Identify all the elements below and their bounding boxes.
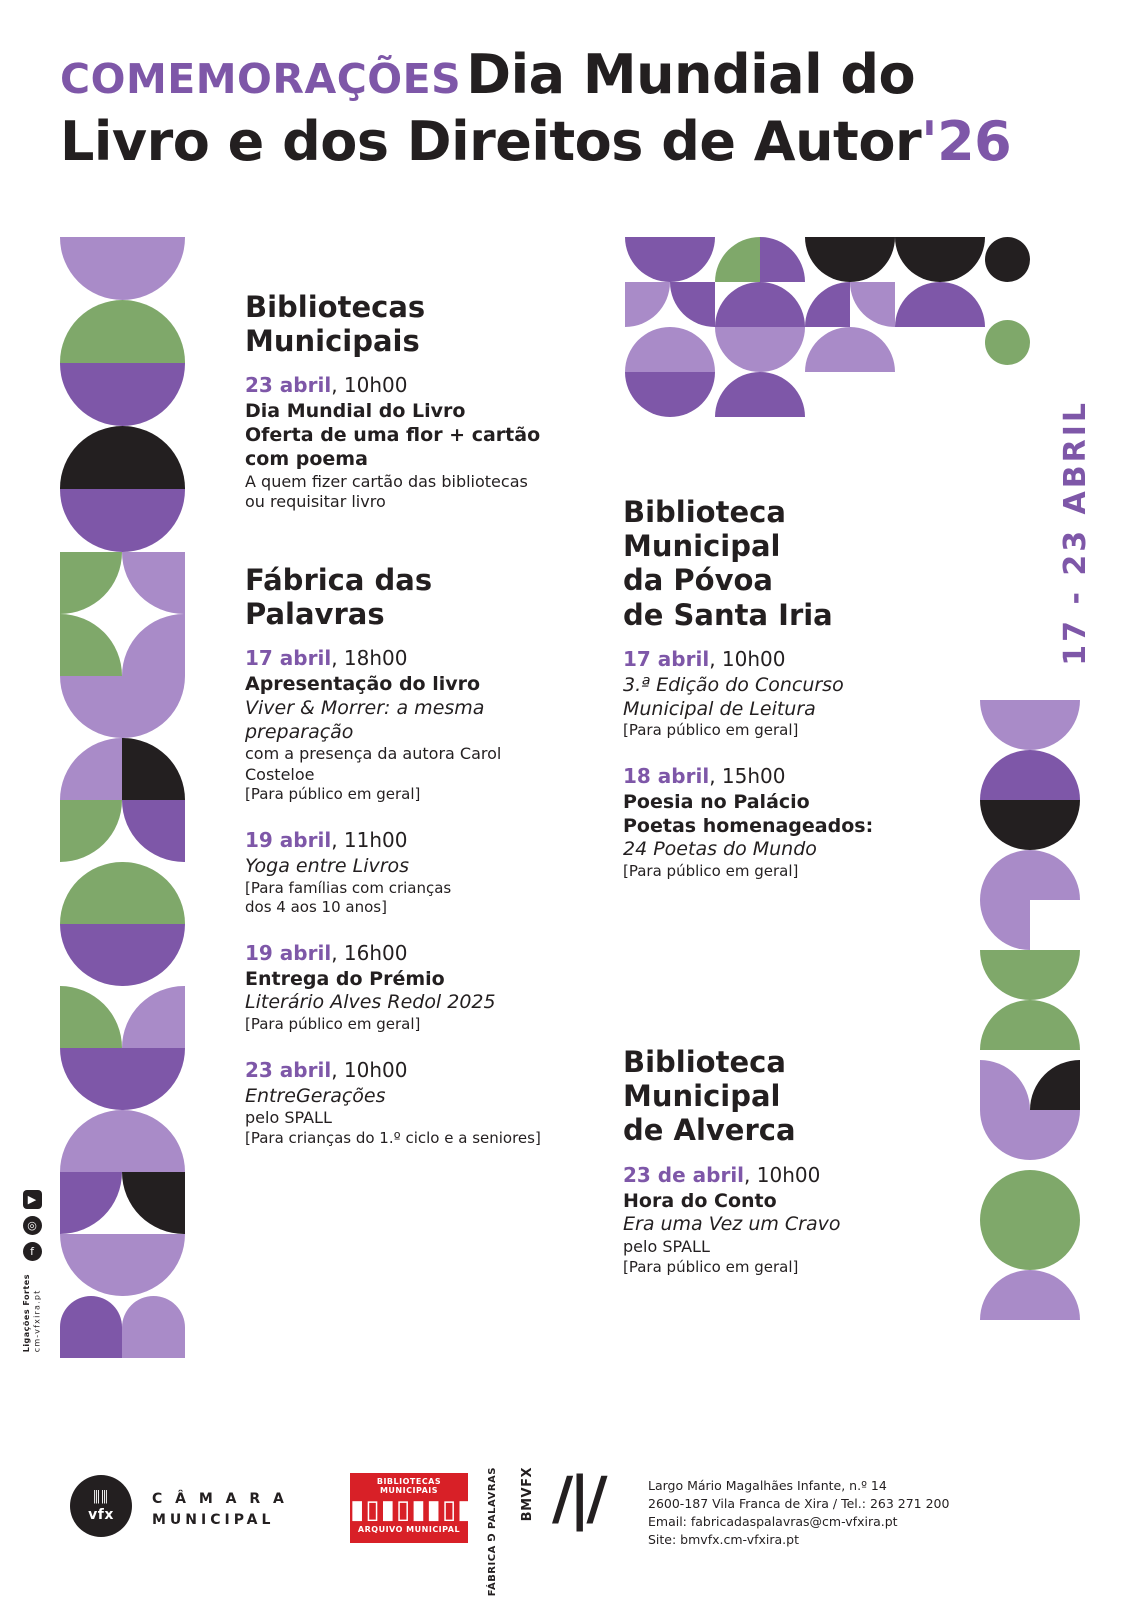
social-strip — [20, 1190, 44, 1352]
decor-shape — [625, 237, 715, 282]
decor-shape — [1030, 1060, 1080, 1110]
event-entry — [245, 645, 575, 805]
decor-shape — [980, 750, 1080, 800]
books-icon: ▮▯▮▯▮▮▯▮ — [350, 1495, 473, 1525]
event-detail-line: Dia Mundial do Livro — [245, 400, 466, 423]
decor-shape — [715, 372, 805, 417]
event-time: , 10h00 — [709, 646, 786, 671]
address-line-4: Site: bmvfx.cm-vfxira.pt — [648, 1532, 799, 1548]
event-detail-line: [Para público em geral] — [245, 785, 421, 804]
camara-line-2: MUNICIPAL — [152, 1512, 275, 1528]
event-datetime — [245, 827, 575, 853]
decor-shape — [60, 1172, 122, 1234]
event-detail-line: [Para crianças do 1.º ciclo e a seniores] — [245, 1128, 541, 1147]
slashes-icon: /|/ — [552, 1464, 604, 1532]
title-kicker: COMEMORAÇÕES — [60, 55, 462, 103]
decor-shape — [805, 237, 895, 282]
event-datetime — [623, 1162, 953, 1188]
decor-shape — [980, 800, 1080, 850]
decor-shape — [60, 676, 185, 738]
venue-title: Bibliotecas Municipais — [245, 290, 426, 359]
event-detail-line: Entrega do Prémio — [245, 967, 445, 990]
event-time: , 10h00 — [331, 373, 408, 398]
decor-shape — [60, 1234, 185, 1296]
decor-shape — [980, 900, 1030, 950]
event-detail-line: Era uma Vez um Cravo — [623, 1213, 841, 1236]
decor-shape — [850, 282, 895, 327]
event-entry — [245, 1057, 575, 1149]
event-detail-line: A quem fizer cartão das bibliotecas — [245, 471, 528, 491]
event-date: 23 abril — [245, 1057, 332, 1082]
decor-shape — [980, 1170, 1080, 1220]
decor-shape — [60, 552, 122, 614]
decor-shape — [122, 986, 185, 1048]
event-time: , 11h00 — [331, 827, 408, 852]
bm-logo-bottom: ARQUIVO MUNICIPAL — [357, 1525, 461, 1534]
decor-shape — [985, 237, 1030, 282]
decor-shape — [625, 282, 670, 327]
event-detail-line: Hora do Conto — [623, 1189, 777, 1212]
program-column-left — [245, 290, 575, 1170]
poster-date-range: 17 - 23 ABRIL — [1058, 400, 1093, 666]
event-detail-line: pelo SPALL — [245, 1108, 332, 1128]
venue-title: Biblioteca Municipal da Póvoa de Santa Iria — [623, 495, 833, 632]
event-datetime — [245, 372, 575, 398]
event-datetime — [623, 763, 953, 789]
decor-shape — [60, 426, 185, 489]
decor-shape — [760, 237, 805, 282]
event-date: 23 abril — [245, 373, 332, 398]
event-detail-line: [Para público em geral] — [623, 862, 799, 881]
decor-shape — [122, 738, 185, 800]
title-main: Dia Mundial do — [466, 43, 916, 106]
credit-line-1: Ligações Fortes — [21, 1274, 31, 1353]
decor-shape — [60, 489, 185, 552]
event-datetime — [245, 1057, 575, 1083]
event-detail-line: Costeloe — [245, 764, 315, 784]
title-line-1 — [60, 43, 1080, 106]
fabrica-palavras-logo: FÁBRICA ⅁ PALAVRAS — [487, 1467, 498, 1597]
decor-shape — [625, 327, 715, 372]
instagram-icon[interactable]: ◎ — [23, 1216, 42, 1235]
section-spacer — [245, 535, 575, 563]
decor-shape — [60, 924, 185, 986]
event-entry — [245, 827, 575, 918]
decor-shape — [895, 282, 985, 327]
facebook-icon[interactable]: f — [23, 1242, 42, 1261]
event-detail-line: [Para famílias com crianças — [245, 878, 452, 897]
decor-shape — [60, 614, 122, 676]
event-time: , 10h00 — [331, 1057, 408, 1082]
decor-shape — [60, 800, 122, 862]
decor-shape — [60, 862, 185, 924]
event-date: 18 abril — [623, 763, 710, 788]
event-datetime — [623, 646, 953, 672]
event-detail-line: Yoga entre Livros — [245, 854, 410, 877]
event-detail-line: dos 4 aos 10 anos] — [245, 898, 387, 916]
event-time: , 18h00 — [331, 646, 408, 671]
event-date: 17 abril — [245, 646, 332, 671]
page-title — [60, 43, 1080, 173]
event-detail-line: Viver & Morrer: a mesma — [245, 696, 485, 719]
event-entry — [245, 940, 575, 1035]
venue-title: Fábrica das Palavras — [245, 562, 433, 631]
decor-shape — [980, 1060, 1030, 1110]
event-date: 17 abril — [623, 646, 710, 671]
decor-shape — [122, 614, 185, 676]
event-detail-line: Municipal de Leitura — [623, 697, 816, 720]
vfx-logo — [70, 1475, 132, 1537]
event-date: 19 abril — [245, 940, 332, 965]
program-column-right-bottom — [623, 1045, 953, 1299]
decor-shape — [60, 300, 185, 363]
decor-shape — [122, 552, 185, 614]
event-entry — [623, 763, 953, 882]
event-date: 19 abril — [245, 827, 332, 852]
bibliotecas-municipais-logo — [350, 1473, 473, 1543]
event-detail-line: ou requisitar livro — [245, 492, 386, 512]
event-datetime — [245, 940, 575, 966]
decor-shape — [980, 1220, 1080, 1270]
event-detail-line: Oferta de uma flor + cartão — [245, 424, 541, 447]
title-year: '26 — [921, 110, 1012, 173]
event-entry — [623, 646, 953, 741]
credit-line-2: cm-vfxira.pt — [32, 1289, 41, 1353]
decor-shape — [980, 700, 1080, 750]
event-detail-line: Apresentação do livro — [245, 673, 481, 696]
decor-shape — [805, 327, 895, 372]
event-detail-line: [Para público em geral] — [245, 1015, 421, 1033]
decor-shape — [60, 986, 122, 1048]
decor-shape — [980, 1270, 1080, 1320]
event-detail-line: com poema — [245, 447, 368, 470]
bm-logo-top: BIBLIOTECAS MUNICIPAIS — [376, 1477, 442, 1495]
decor-shape — [985, 320, 1030, 365]
address-line-3: Email: fabricadaspalavras@cm-vfxira.pt — [648, 1514, 898, 1530]
event-datetime — [245, 645, 575, 671]
camara-municipal-logo — [152, 1489, 288, 1531]
venue-title: Biblioteca Municipal de Alverca — [623, 1045, 796, 1148]
decor-shape — [60, 237, 185, 300]
event-detail-line: [Para público em geral] — [623, 721, 799, 740]
decor-shape — [122, 1296, 185, 1358]
event-detail-line: Poesia no Palácio — [623, 790, 810, 813]
event-detail-line: com a presença da autora Carol — [245, 744, 502, 764]
decor-shape — [980, 1000, 1080, 1050]
footer — [0, 1455, 1131, 1600]
address-line-1: Largo Mário Magalhães Infante, n.º 14 — [648, 1478, 887, 1493]
decor-shape — [60, 363, 185, 426]
decor-shape — [715, 237, 760, 282]
event-detail-line: pelo SPALL — [623, 1237, 710, 1257]
bmvfx-logo: BMVFX — [520, 1467, 535, 1522]
event-detail-line: Poetas homenageados: — [623, 814, 874, 837]
decor-shape — [60, 1110, 185, 1172]
decor-shape — [805, 282, 850, 327]
decor-shape — [60, 1048, 185, 1110]
decor-shape — [122, 1172, 185, 1234]
decor-shape — [122, 800, 185, 862]
footer-address — [648, 1477, 949, 1550]
youtube-icon[interactable]: ▶ — [23, 1190, 42, 1209]
program-column-right-top — [623, 495, 953, 904]
decor-shape — [980, 850, 1080, 900]
event-detail-line: [Para público em geral] — [623, 1257, 799, 1276]
camara-line-1: C Â M A R A — [152, 1491, 288, 1507]
design-credit — [22, 1274, 43, 1352]
decor-shape — [980, 1110, 1080, 1160]
event-entry — [245, 372, 575, 512]
decor-shape — [60, 1296, 122, 1358]
vfx-logo-bars: ⫼⫼ — [93, 1487, 109, 1506]
event-time: , 16h00 — [331, 940, 408, 965]
decor-shape — [715, 327, 805, 372]
title-line-2 — [60, 110, 1080, 173]
address-line-2: 2600-187 Vila Franca de Xira / Tel.: 263 271 200 — [648, 1496, 950, 1512]
decor-shape — [895, 237, 985, 282]
event-detail-line: 3.ª Edição do Concurso — [623, 673, 844, 696]
event-detail-line: 24 Poetas do Mundo — [623, 838, 817, 861]
decor-shape — [670, 282, 715, 327]
event-detail-line: preparação — [245, 720, 354, 743]
decor-shape — [625, 372, 715, 417]
decor-shape — [980, 950, 1080, 1000]
event-detail-line: Literário Alves Redol 2025 — [245, 991, 496, 1014]
event-date: 23 de abril — [623, 1162, 745, 1187]
event-detail-line: EntreGerações — [245, 1084, 386, 1107]
event-time: , 15h00 — [709, 763, 786, 788]
decor-shape — [715, 282, 805, 327]
event-time: , 10h00 — [744, 1162, 821, 1187]
vfx-logo-text: vfx — [88, 1506, 114, 1523]
event-entry — [623, 1162, 953, 1277]
decor-shape — [60, 738, 122, 800]
title-subtitle: Livro e dos Direitos de Autor — [60, 110, 922, 173]
